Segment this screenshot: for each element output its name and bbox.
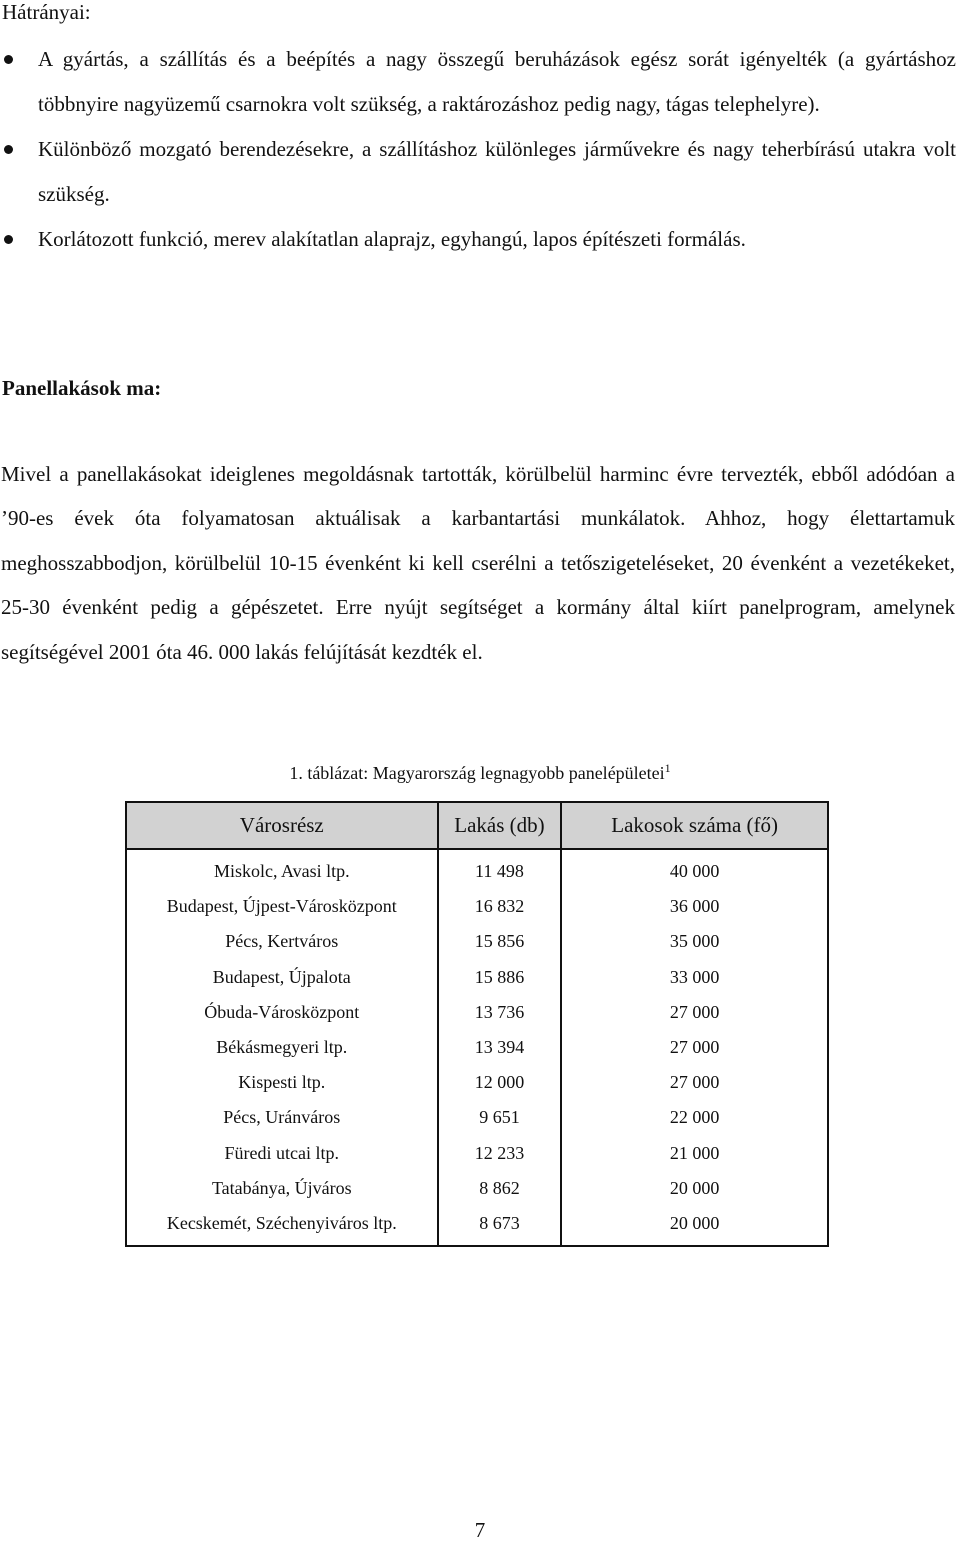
table-caption — [0, 759, 960, 787]
cell-residents: 27 000 — [561, 1030, 828, 1065]
cell-residents: 27 000 — [561, 995, 828, 1030]
list-item — [0, 217, 956, 262]
cell-residents: 27 000 — [561, 1065, 828, 1100]
cell-apartments: 15 856 — [438, 924, 562, 959]
panel-buildings-table — [125, 801, 829, 1247]
cell-apartments: 8 862 — [438, 1171, 562, 1206]
table-row — [126, 1100, 828, 1135]
cell-district: Pécs, Uránváros — [126, 1100, 438, 1135]
footnote-marker: 1 — [664, 761, 671, 775]
table-row — [126, 1030, 828, 1065]
bullet-icon — [4, 55, 13, 64]
cell-district: Kispesti ltp. — [126, 1065, 438, 1100]
cell-district: Pécs, Kertváros — [126, 924, 438, 959]
table-row — [126, 1136, 828, 1171]
list-item-text: A gyártás, a szállítás és a beépítés a nagy összegű beruházások egész sorát igényelték (a gyártáshoz többnyire nagyüzemű csarnokra volt szükség, a raktározáshoz pedig nagy, tágas telephelyre). — [38, 47, 956, 116]
table-row — [126, 995, 828, 1030]
page-number: 7 — [474, 1518, 486, 1542]
cell-district: Miskolc, Avasi ltp. — [126, 849, 438, 889]
cell-apartments: 12 000 — [438, 1065, 562, 1100]
table-row — [126, 849, 828, 889]
cell-apartments: 12 233 — [438, 1136, 562, 1171]
cell-district: Békásmegyeri ltp. — [126, 1030, 438, 1065]
cell-district: Budapest, Újpalota — [126, 960, 438, 995]
body-paragraph: Mivel a panellakásokat ideiglenes megoldásnak tartották, körülbelül harminc évre tervezték, ebből adódóan a ’90-es évek óta folyamatosan aktuálisak a karbantartási munkálatok. Ahhoz, hogy élettartamuk meghosszabbodjon, körülbelül 10-15 évenként ki kell cserélni a tetőszigeteléseket, 20 évenként a vezetékeket, 25-30 évenként pedig a gépészetet. Erre nyújt segítséget a kormány által kiírt panelprogram, amelynek segítségével 2001 óta 46. 000 lakás felújítását kezdték el. — [1, 462, 955, 664]
list-item-text: Korlátozott funkció, merev alakítatlan alaprajz, egyhangú, lapos építészeti formálás. — [38, 227, 746, 251]
list-item — [0, 37, 956, 127]
cell-apartments: 9 651 — [438, 1100, 562, 1135]
table-row — [126, 1206, 828, 1246]
cell-residents: 22 000 — [561, 1100, 828, 1135]
table-caption-text: 1. táblázat: Magyarország legnagyobb panelépületei — [289, 763, 665, 783]
table-row — [126, 924, 828, 959]
table-header-row — [126, 802, 828, 849]
list-item-text: Különböző mozgató berendezésekre, a szállításhoz különleges járművekre és nagy teherbírású utakra volt szükség. — [38, 137, 956, 206]
bullet-icon — [4, 145, 13, 154]
cell-district: Kecskemét, Széchenyiváros ltp. — [126, 1206, 438, 1246]
disadvantages-list — [0, 37, 956, 262]
cell-residents: 21 000 — [561, 1136, 828, 1171]
cell-residents: 40 000 — [561, 849, 828, 889]
section-heading-disadvantages: Hátrányai: — [2, 0, 91, 24]
cell-district: Óbuda-Városközpont — [126, 995, 438, 1030]
section-heading-panel-today: Panellakások ma: — [2, 376, 162, 400]
table-row — [126, 1171, 828, 1206]
table-row — [126, 1065, 828, 1100]
column-header-apartments: Lakás (db) — [438, 802, 562, 849]
bullet-icon — [4, 235, 13, 244]
cell-district: Füredi utcai ltp. — [126, 1136, 438, 1171]
cell-residents: 33 000 — [561, 960, 828, 995]
column-header-district: Városrész — [126, 802, 438, 849]
cell-residents: 35 000 — [561, 924, 828, 959]
cell-apartments: 16 832 — [438, 889, 562, 924]
cell-district: Budapest, Újpest-Városközpont — [126, 889, 438, 924]
table-container — [125, 801, 829, 1247]
cell-apartments: 13 736 — [438, 995, 562, 1030]
cell-district: Tatabánya, Újváros — [126, 1171, 438, 1206]
cell-residents: 20 000 — [561, 1171, 828, 1206]
cell-residents: 36 000 — [561, 889, 828, 924]
cell-apartments: 8 673 — [438, 1206, 562, 1246]
list-item — [0, 127, 956, 217]
table-row — [126, 889, 828, 924]
cell-apartments: 15 886 — [438, 960, 562, 995]
table-row — [126, 960, 828, 995]
cell-apartments: 11 498 — [438, 849, 562, 889]
cell-apartments: 13 394 — [438, 1030, 562, 1065]
table-body — [126, 849, 828, 1246]
column-header-residents: Lakosok száma (fő) — [561, 802, 828, 849]
cell-residents: 20 000 — [561, 1206, 828, 1246]
